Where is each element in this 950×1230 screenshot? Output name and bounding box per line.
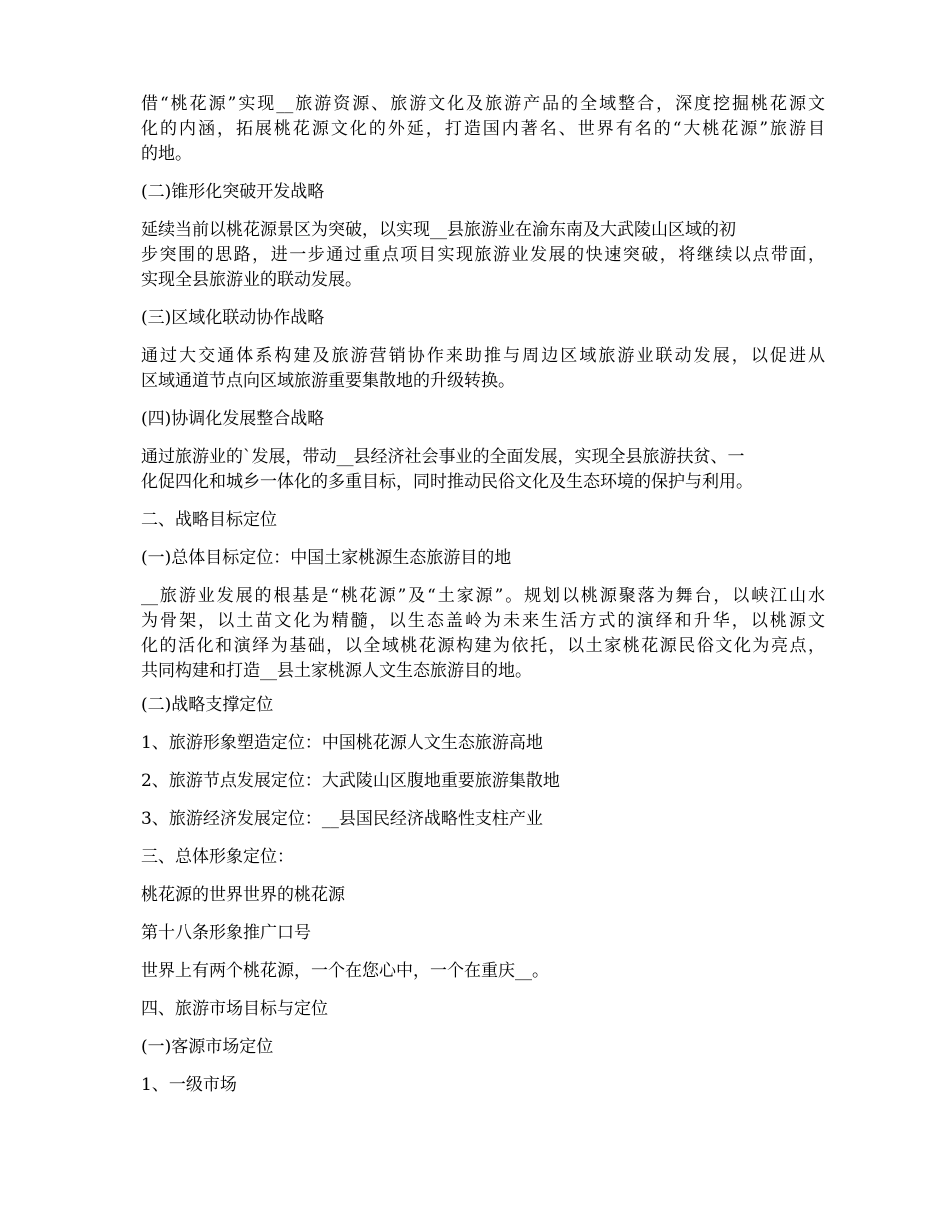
text-line: 第十八条形象推广口号	[141, 923, 311, 943]
text-line: (三)区域化联动协作战略	[141, 308, 325, 328]
heading-market-target-positioning	[141, 997, 825, 1022]
text-line: 1、旅游形象塑造定位：中国桃花源人文生态旅游高地	[141, 733, 543, 753]
text-line: 共同构建和打造__县土家桃源人文生态旅游目的地。	[141, 661, 532, 681]
text-line: (一)总体目标定位：中国土家桃源生态旅游目的地	[141, 548, 512, 568]
list-item-economy-positioning	[141, 807, 825, 832]
text-line: 3、旅游经济发展定位：__县国民经济战略性支柱产业	[141, 809, 543, 829]
heading-strategic-support-positioning	[141, 693, 825, 718]
heading-coordinated-integration-strategy	[141, 407, 825, 432]
text-line: 步突围的思路，进一步通过重点项目实现旅游业发展的快速突破，将继续以点带面，	[141, 245, 825, 265]
paragraph-breakthrough	[141, 218, 825, 293]
text-line: 的地。	[141, 144, 192, 164]
text-line: 化促四化和城乡一体化的多重目标，同时推动民俗文化及生态环境的保护与利用。	[141, 472, 753, 492]
text-line: 区域通道节点向区域旅游重要集散地的升级转换。	[141, 371, 515, 391]
slogan-text	[141, 959, 825, 984]
text-line: 化的活化和演绎为基础，以全域桃花源构建为依托，以土家桃花源民俗文化为亮点，	[141, 636, 825, 656]
paragraph-coordinated-development	[141, 445, 825, 495]
text-line: 1、一级市场	[141, 1075, 237, 1095]
heading-slogan-article	[141, 921, 825, 946]
heading-strategic-goal-positioning	[141, 508, 825, 533]
heading-overall-image-positioning	[141, 845, 825, 870]
text-line: 借“桃花源”实现__旅游资源、旅游文化及旅游产品的全域整合，深度挖掘桃花源文	[141, 94, 825, 114]
text-line: (二)战略支撑定位	[141, 695, 274, 715]
text-line: __旅游业发展的根基是“桃花源”及“土家源”。规划以桃源聚落为舞台，以峡江山水	[141, 586, 825, 606]
text-line: 三、总体形象定位：	[141, 847, 294, 867]
text-line: 2、旅游节点发展定位：大武陵山区腹地重要旅游集散地	[141, 771, 560, 791]
text-line: 通过大交通体系构建及旅游营销协作来助推与周边区域旅游业联动发展，以促进从	[141, 346, 825, 366]
list-item-node-positioning	[141, 769, 825, 794]
list-item-image-positioning	[141, 731, 825, 756]
heading-overall-goal-positioning	[141, 546, 825, 571]
list-item-primary-market	[141, 1073, 825, 1098]
paragraph-regional-cooperation	[141, 344, 825, 394]
image-statement	[141, 883, 825, 908]
text-line: 世界上有两个桃花源，一个在您心中，一个在重庆__。	[141, 961, 549, 981]
text-line: 化的内涵，拓展桃花源文化的外延，打造国内著名、世界有名的“大桃花源”旅游目	[141, 119, 825, 139]
text-line: 为骨架，以土苗文化为精髓，以生态盖岭为未来生活方式的演绎和升华，以桃源文	[141, 611, 825, 631]
text-line: (四)协调化发展整合战略	[141, 409, 325, 429]
text-line: 实现全县旅游业的联动发展。	[141, 270, 362, 290]
text-line: (二)锥形化突破开发战略	[141, 182, 325, 202]
text-line: 桃花源的世界世界的桃花源	[141, 885, 345, 905]
text-line: 延续当前以桃花源景区为突破，以实现__县旅游业在渝东南及大武陵山区域的初	[141, 220, 736, 240]
text-line: 二、战略目标定位	[141, 510, 277, 530]
heading-regional-cooperation-strategy	[141, 306, 825, 331]
paragraph-taohuayuan-integration	[141, 92, 825, 167]
text-line: 通过旅游业的`发展，带动__县经济社会事业的全面发展，实现全县旅游扶贫、一	[141, 447, 745, 467]
paragraph-tourism-foundation	[141, 584, 825, 684]
text-line: 四、旅游市场目标与定位	[141, 999, 328, 1019]
heading-source-market-positioning	[141, 1035, 825, 1060]
text-line: (一)客源市场定位	[141, 1037, 274, 1057]
heading-cone-breakthrough-strategy	[141, 180, 825, 205]
